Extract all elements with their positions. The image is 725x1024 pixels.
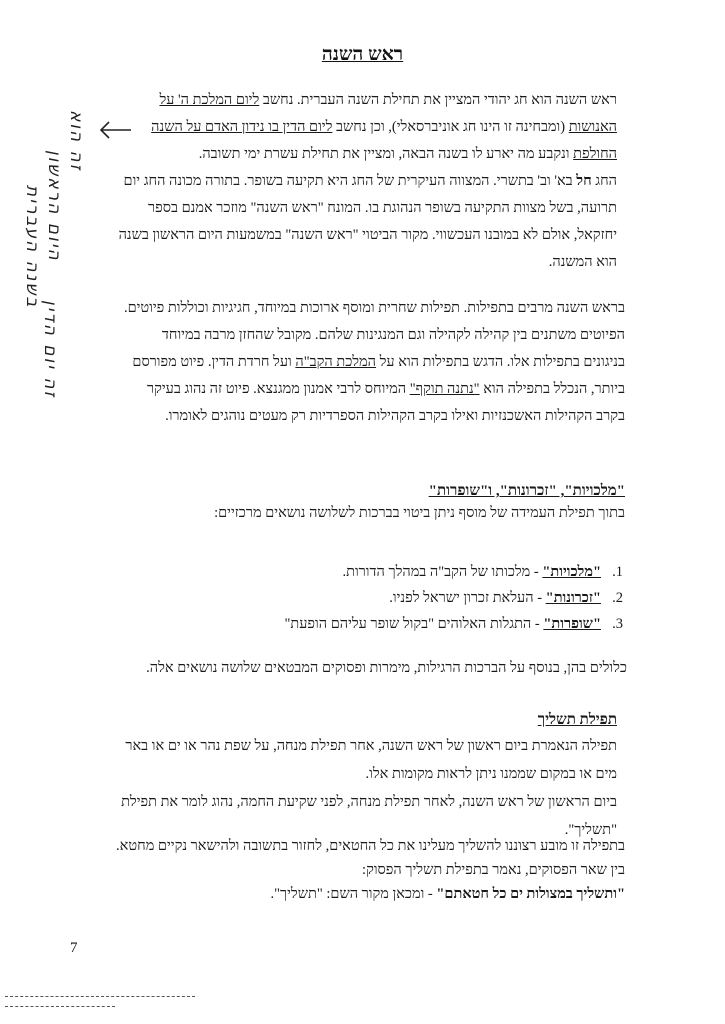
list-item	[389, 590, 623, 607]
arrow-icon	[95, 118, 135, 142]
prayers-underlined-text: המלכת הקב"ה	[295, 354, 376, 370]
themes-heading: "מלכויות", "זכרונות", ו"שופרות"	[428, 483, 625, 499]
intro-text: ונקבע מה יארע לו בשנה הבאה, ומציין את תחילת עשרת ימי תשובה.	[198, 146, 574, 162]
handwritten-note-col3: בשנה העברית	[22, 185, 42, 309]
scan-artifact-line	[5, 1006, 115, 1007]
themes-summary: כלולים בהן, בנוסף על הברכות הרגילות, מימרות ופסוקים המבטאים שלושה נושאים אלה.	[146, 660, 627, 676]
intro-text: בא' וב' בתשרי. המצווה העיקרית של החג היא תקיעה בשופר. בתורה מכונה החג יום	[123, 173, 577, 189]
list-term: "שופרות"	[543, 616, 601, 632]
list-desc: - התגלות האלוהים "בקול שופר עליהם הופעת"	[284, 616, 544, 632]
list-item	[284, 616, 623, 633]
prayers-text: ביותר, הנכלל בתפילה הוא	[479, 381, 625, 397]
handwritten-note-col1: זה הוא	[66, 110, 86, 172]
list-number: 1.	[612, 564, 623, 580]
list-desc: - העלאת זכרון ישראל לפניו.	[389, 590, 546, 606]
tashlich-line-7	[270, 886, 625, 903]
list-number: 3.	[612, 616, 623, 632]
prayers-text: המיוחס לרבי אמנון ממגנצא. פיוט זה נהוג בעיקר	[147, 381, 410, 397]
list-term: "מלכויות"	[542, 564, 601, 580]
prayers-line-3	[132, 354, 625, 371]
intro-text: ראש השנה הוא חג יהודי המציין את תחילת השנה העברית. נחשב	[259, 92, 617, 108]
intro-line-1	[159, 92, 617, 109]
tashlich-line-3: ביום הראשון של ראש השנה, לאחר תפילת מנחה, לפני שקיעת החמה, נהוג לומר את תפילת	[121, 794, 617, 810]
intro-text: החג	[591, 173, 617, 189]
themes-intro: בתוך תפילת העמידה של מוסף ניתן ביטוי בברכות לשלושה נושאים מרכזיים:	[214, 505, 625, 521]
list-term: "זכרונות"	[545, 590, 601, 606]
tashlich-line-6: בין שאר הפסוקים, נאמר בתפילת תשליך הפסוק:	[362, 862, 625, 878]
tashlich-line-4: "תשליך".	[564, 822, 617, 838]
tashlich-line-5: בתפילה זו מובע רצוננו להשליך מעלינו את כל החטאים, לחזור בתשובה ולהישאר נקיים מחטא.	[116, 838, 625, 854]
prayers-line-4	[147, 381, 625, 398]
intro-line-7: הוא המשנה.	[548, 254, 617, 270]
intro-line-5: תרועה, בשל מצוות התקיעה בשופר הנהוגת בו. המונח "ראש השנה" מוזכר אמנם בספר	[148, 200, 617, 216]
page-number: 7	[70, 940, 78, 956]
page-title: ראש השנה	[321, 44, 404, 65]
handwritten-note-col2: היום הראשון	[44, 150, 64, 262]
tashlich-line-1: תפילה הנאמרת ביום ראשון של ראש השנה, אחר תפילת מנחה, על שפת נהר או ים או באר	[125, 738, 617, 754]
prayers-line-1: בראש השנה מרבים בתפילות. תפילות שחרית ומוסף ארוכות במיוחד, חגיגיות וכוללות פיוטים.	[123, 300, 625, 316]
intro-underlined-text: החולפת	[573, 146, 617, 162]
prayers-text: בניגונים בתפילות אלו. הדגש בתפילות הוא על	[376, 354, 625, 370]
tashlich-text: - ומכאן מקור השם: "תשליך".	[270, 886, 437, 902]
intro-text: (ומבחינה זו הינו חג אוניברסאלי), וכן נחשב	[332, 119, 569, 135]
tashlich-quote: "ותשליך במצולות ים כל חטאתם"	[436, 886, 625, 902]
list-number: 2.	[612, 590, 623, 606]
list-item	[343, 564, 624, 581]
intro-line-3	[199, 146, 617, 163]
prayers-line-5: בקרב הקהילות האשכנזיות ואילו בקרב הקהילות הספרדיות רק מעטים נוהגים לאומרו.	[165, 408, 625, 424]
intro-underlined-text: ליום המלכת ה' על	[159, 92, 260, 108]
intro-line-6: יחזקאל, אולם לא במובנו העכשווי. מקור הביטוי "ראש השנה" במשמעות היום הראשון בשנה	[118, 227, 617, 243]
prayers-line-2: הפיוטים משתנים בין קהילה לקהילה וגם המנגינות שלהם. מקובל שהחזן מרבה במיוחד	[161, 327, 625, 343]
intro-underlined-text: האנושות	[568, 119, 617, 135]
tashlich-line-2: מים או במקום שממנו ניתן לראות מקומות אלו.	[365, 766, 617, 782]
handwritten-note-col4: זה יום הדין	[40, 300, 60, 399]
list-desc: - מלכותו של הקב"ה במהלך הדורות.	[342, 564, 543, 580]
intro-underlined-text: ליום הדין בו נידון האדם על השנה	[151, 119, 333, 135]
intro-bold-text: חל	[576, 173, 592, 189]
tashlich-heading: תפילת תשליך	[537, 712, 617, 728]
scan-artifact-line	[5, 996, 195, 997]
prayers-text: ועל חרדת הדין. פיוט מפורסם	[132, 354, 296, 370]
intro-line-4	[124, 173, 617, 190]
prayers-underlined-text: "נתנה תוקף"	[409, 381, 480, 397]
intro-line-2	[151, 119, 617, 136]
